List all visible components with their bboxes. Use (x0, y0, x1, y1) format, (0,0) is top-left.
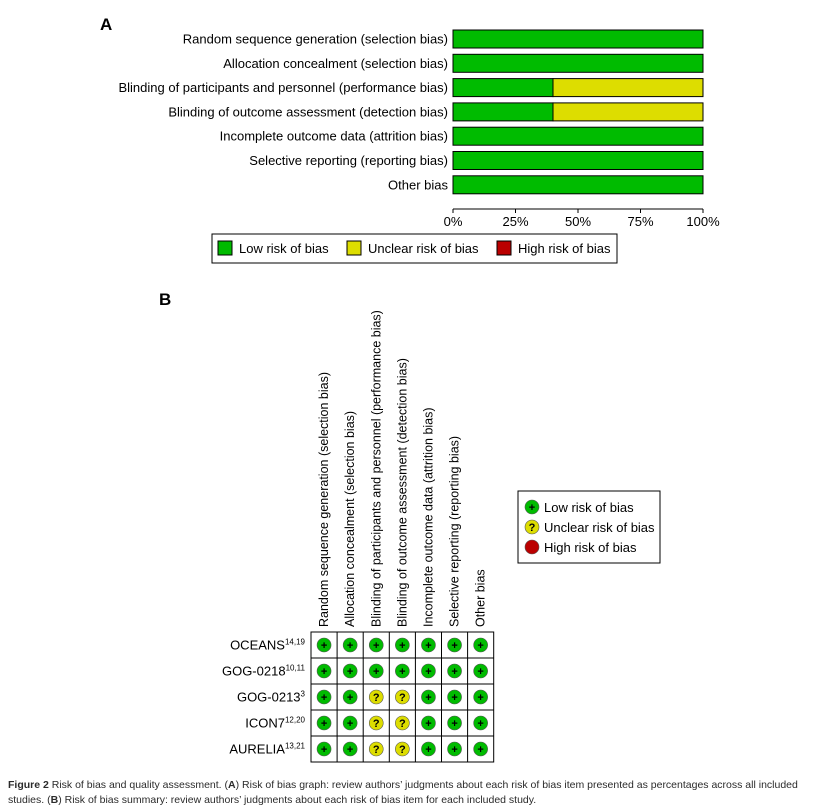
category-label: Random sequence generation (selection bias) (182, 31, 448, 47)
judgment-symbol: ? (372, 718, 380, 730)
judgment-symbol: + (346, 666, 354, 678)
panel-b-label: B (159, 290, 172, 309)
column-header: Other bias (473, 569, 488, 627)
category-label: Blinding of outcome assessment (detection bias) (168, 104, 448, 120)
judgment-symbol: + (346, 692, 354, 704)
judgment-symbol: + (346, 718, 354, 730)
study-refs: 13,21 (284, 741, 305, 751)
legend-label: High risk of bias (544, 540, 637, 555)
judgment-symbol: ? (398, 718, 406, 730)
column-header: Blinding of participants and personnel (performance bias) (369, 310, 384, 627)
study-refs: 10,11 (285, 663, 305, 673)
x-tick-label: 50% (564, 214, 592, 229)
judgment-symbol: + (320, 692, 328, 704)
judgment-symbol: + (451, 744, 458, 756)
x-tick-label: 75% (627, 214, 654, 229)
judgment-symbol: + (425, 692, 432, 704)
study-label (245, 716, 305, 731)
legend-dot (525, 540, 539, 554)
legend-label: Unclear risk of bias (544, 520, 655, 535)
panel-a-label: A (100, 15, 113, 34)
judgment-symbol: + (477, 692, 484, 704)
judgment-symbol: + (477, 718, 484, 730)
judgment-symbol: ? (398, 692, 406, 704)
legend-symbol: ? (528, 522, 536, 534)
study-name: ICON7 (245, 715, 285, 731)
judgment-symbol: + (320, 744, 328, 756)
judgment-symbol: + (399, 640, 406, 652)
judgment-symbol: ? (398, 744, 406, 756)
judgment-symbol: + (451, 666, 458, 678)
study-label (222, 664, 306, 679)
judgment-symbol: + (373, 666, 380, 678)
judgment-symbol: + (320, 640, 328, 652)
judgment-symbol: + (346, 640, 354, 652)
judgment-symbol: + (425, 640, 432, 652)
category-label: Incomplete outcome data (attrition bias) (219, 128, 448, 144)
judgment-symbol: ? (372, 744, 380, 756)
study-label (229, 742, 305, 757)
judgment-symbol: + (451, 692, 458, 704)
caption-text-1: Risk of bias and quality assessment. ( (48, 779, 229, 791)
study-label (237, 690, 306, 705)
judgment-symbol: + (477, 640, 484, 652)
judgment-symbol: + (346, 744, 354, 756)
column-header: Incomplete outcome data (attrition bias) (421, 407, 436, 627)
caption-a: A (228, 779, 236, 791)
legend-label: Low risk of bias (544, 500, 634, 515)
caption-text-3: ) Risk of bias summary: review authors’ judgments about each risk of bias item for each included study. (58, 794, 537, 806)
category-label: Selective reporting (reporting bias) (249, 153, 448, 168)
study-name: GOG-0218 (221, 663, 286, 679)
column-header: Blinding of outcome assessment (detection bias) (395, 358, 410, 627)
column-header: Allocation concealment (selection bias) (343, 410, 358, 627)
judgment-symbol: + (477, 666, 484, 678)
judgment-symbol: + (399, 666, 406, 678)
category-label: Blinding of participants and personnel (performance bias) (118, 80, 448, 96)
caption-text-2: ) Risk of bias graph: review authors’ judgments about each risk of bias item presented as percentages across all included studies. ( (8, 779, 798, 806)
judgment-symbol: + (425, 744, 432, 756)
study-refs: 12,20 (284, 715, 305, 725)
judgment-symbol: + (425, 666, 432, 678)
legend-label: Low risk of bias (239, 241, 329, 256)
category-label: Other bias (388, 177, 448, 193)
judgment-symbol: + (477, 744, 484, 756)
judgment-symbol: + (451, 640, 458, 652)
judgment-symbol: + (320, 718, 328, 730)
study-name: OCEANS (230, 637, 285, 653)
caption-figure-label: Figure 2 (8, 779, 49, 791)
figure-caption (8, 778, 816, 808)
x-tick-label: 25% (502, 214, 529, 229)
column-header: Selective reporting (reporting bias) (447, 435, 462, 627)
study-refs: 3 (300, 689, 305, 699)
column-header: Random sequence generation (selection bias) (317, 371, 332, 627)
legend-label: High risk of bias (518, 241, 611, 256)
study-label (230, 638, 305, 653)
judgment-symbol: + (451, 718, 458, 730)
x-tick-label: 0% (443, 214, 463, 229)
study-name: AURELIA (229, 741, 285, 757)
caption-b: B (50, 794, 59, 806)
judgment-symbol: + (373, 640, 380, 652)
legend-symbol: + (528, 502, 536, 514)
study-name: GOG-0213 (236, 689, 301, 705)
judgment-symbol: ? (372, 692, 380, 704)
judgment-symbol: + (320, 666, 328, 678)
judgment-symbol: + (425, 718, 432, 730)
category-label: Allocation concealment (selection bias) (223, 55, 448, 71)
legend-label: Unclear risk of bias (368, 241, 479, 256)
study-refs: 14,19 (284, 637, 305, 647)
x-tick-label: 100% (686, 214, 720, 229)
